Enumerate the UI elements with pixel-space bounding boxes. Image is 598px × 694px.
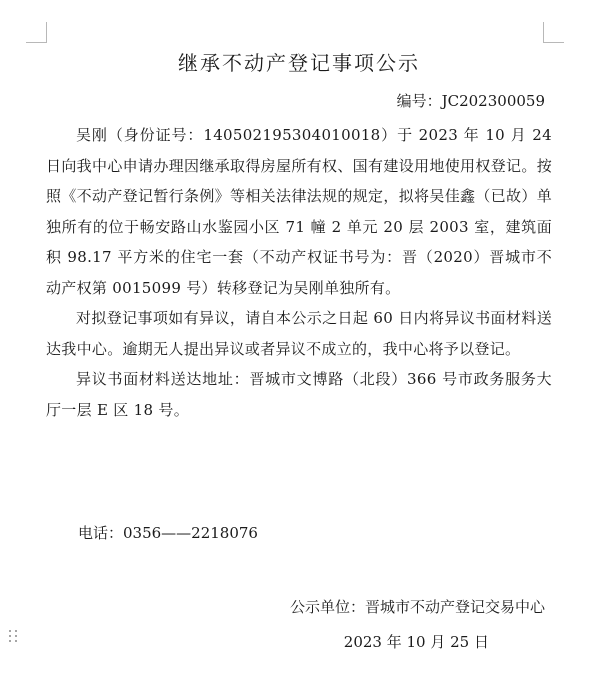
drag-handle-icon[interactable] [9, 630, 18, 643]
page-corner-mark-top-right [543, 22, 544, 43]
document-body [46, 120, 552, 425]
body-paragraph-address: 异议书面材料送达地址：晋城市文博路（北段）366 号市政务服务大厅一层 E 区 18 号。 [46, 370, 552, 419]
document-number: 编号：JC202300059 [396, 92, 545, 110]
body-paragraph-application: 吴刚（身份证号：140502195304010018）于 2023 年 10 月 24 日向我中心申请办理因继承取得房屋所有权、国有建设用地使用权登记。按照《不动产登记暂行条例》等相关法律法规的规定，拟将吴佳鑫（已故）单独所有的位于畅安路山水鉴园小区 71 幢 2 单元 20 层 2003 室，建筑面积 98.17 平方米的住宅一套（不动产权证书号为：晋（2020）晋城市不动产权第 0015099 号）转移登记为吴刚单独所有。 [46, 126, 552, 297]
signature-date: 2023 年 10 月 25 日 [343, 633, 489, 651]
page-corner-mark-top-right [543, 42, 564, 43]
body-paragraph-objection: 对拟登记事项如有异议，请自本公示之日起 60 日内将异议书面材料送达我中心。逾期无人提出异议或者异议不成立的，我中心将予以登记。 [46, 309, 552, 358]
page-corner-mark-top-left [26, 42, 47, 43]
contact-phone: 电话：0356——2218076 [78, 524, 258, 542]
document-title: 继承不动产登记事项公示 [178, 51, 420, 75]
signature-unit: 公示单位：晋城市不动产登记交易中心 [289, 598, 545, 616]
page-corner-mark-top-left [46, 22, 47, 43]
